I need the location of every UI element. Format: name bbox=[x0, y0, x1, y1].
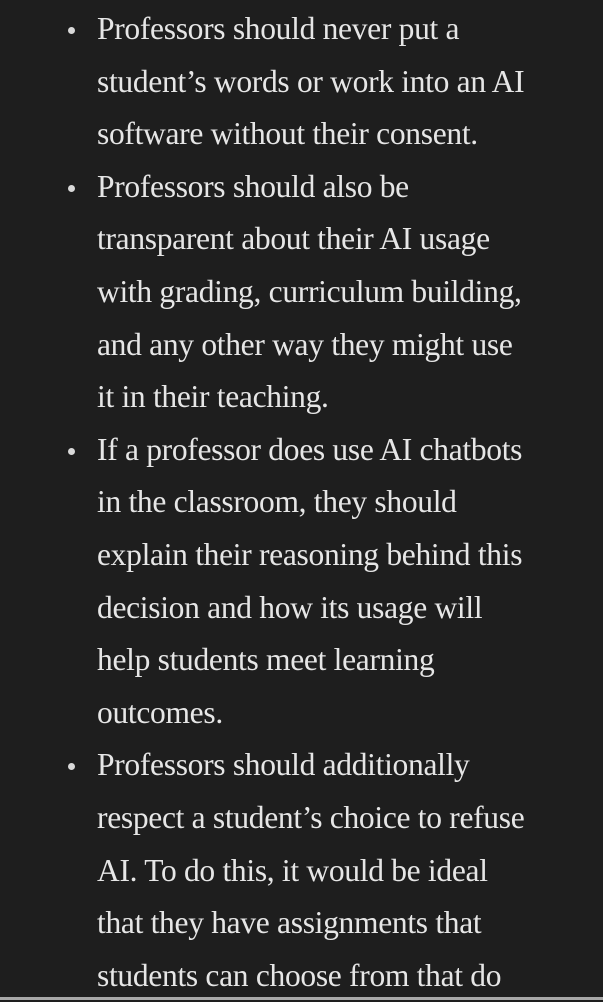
list-item bbox=[0, 739, 603, 1002]
text-line: it in their teaching. bbox=[97, 379, 329, 415]
text-line: Professors should additionally bbox=[97, 747, 470, 783]
bullet-dot-icon bbox=[68, 27, 75, 34]
text-line: in the classroom, they should bbox=[97, 484, 457, 520]
text-line: Professors should also be bbox=[97, 168, 409, 204]
text-line: with grading, curriculum building, bbox=[97, 273, 522, 309]
bullet-dot-icon bbox=[68, 763, 75, 770]
text-line: If a professor does use AI chatbots bbox=[97, 431, 523, 467]
text-line: AI. To do this, it would be ideal bbox=[97, 852, 488, 888]
text-line: decision and how its usage will bbox=[97, 589, 483, 625]
text-line: that they have assignments that bbox=[97, 905, 482, 941]
text-line: respect a student’s choice to refuse bbox=[97, 799, 525, 835]
bullet-dot-icon bbox=[68, 185, 75, 192]
text-line: students can choose from that do bbox=[97, 957, 502, 993]
bullet-dot-icon bbox=[68, 448, 75, 455]
list-item bbox=[0, 3, 603, 161]
text-line: outcomes. bbox=[97, 694, 223, 730]
text-line: help students meet learning bbox=[97, 642, 435, 678]
text-line: explain their reasoning behind this bbox=[97, 536, 523, 572]
text-line: software without their consent. bbox=[97, 116, 478, 152]
list-item bbox=[0, 424, 603, 740]
bullet-list bbox=[0, 3, 603, 1002]
list-item bbox=[0, 161, 603, 424]
text-line: Professors should never put a bbox=[97, 11, 460, 46]
text-line: transparent about their AI usage bbox=[97, 221, 490, 257]
text-line: student’s words or work into an AI bbox=[97, 63, 525, 99]
text-line: and any other way they might use bbox=[97, 326, 513, 362]
